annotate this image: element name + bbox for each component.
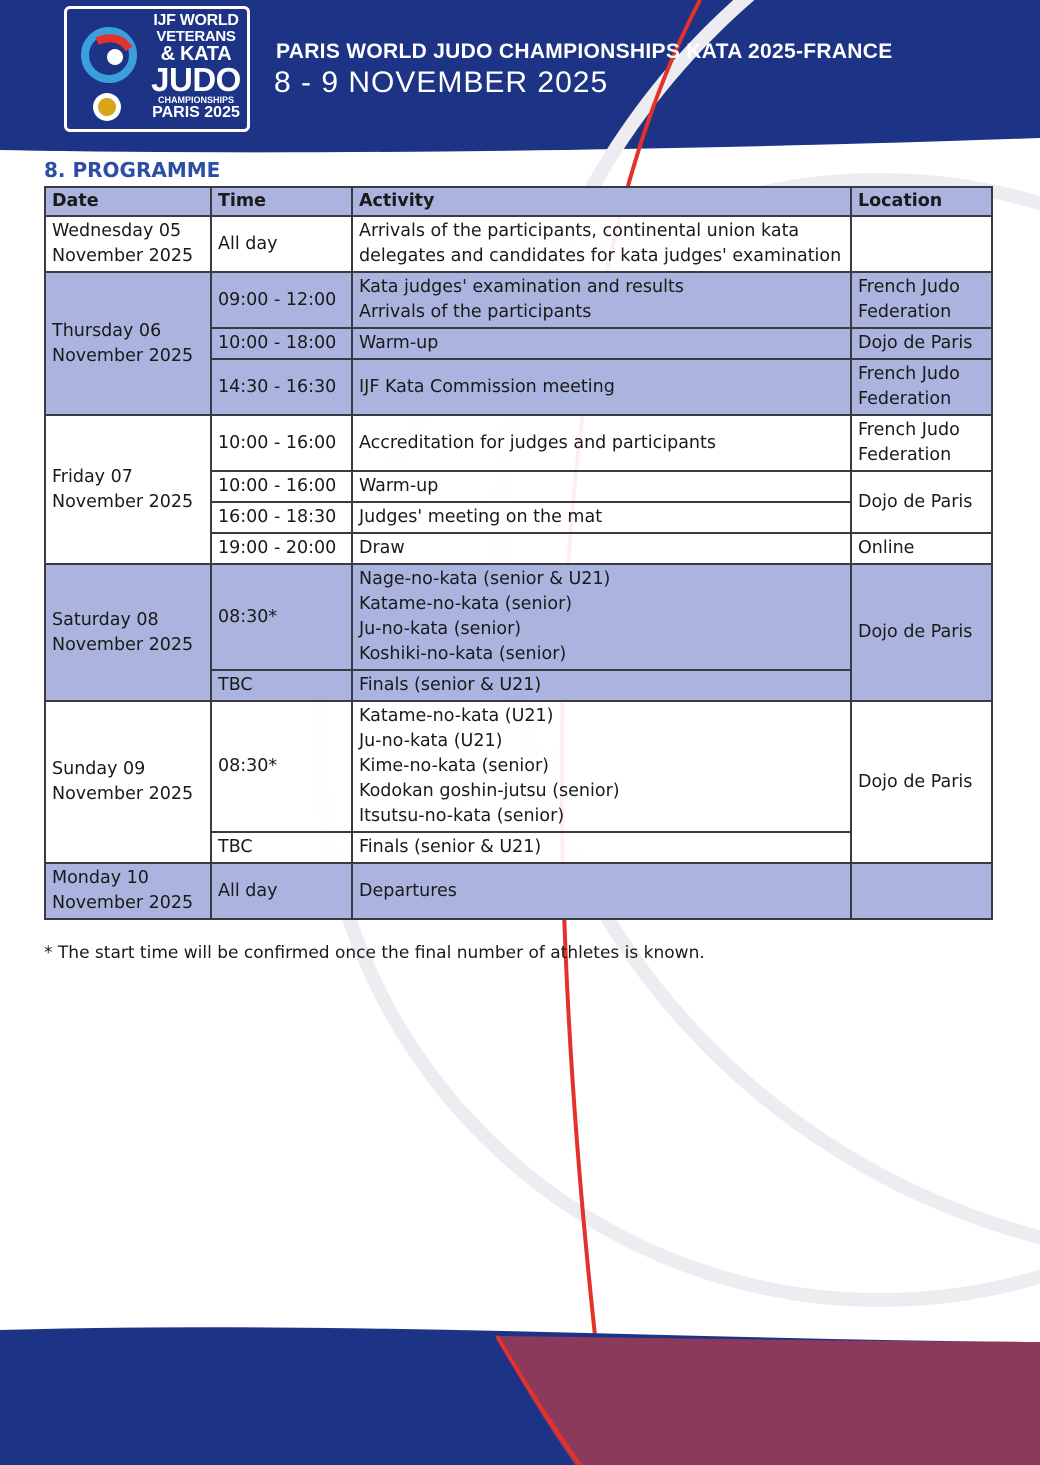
time-cell: 08:30* <box>211 701 352 832</box>
date-cell: Thursday 06 November 2025 <box>45 272 211 415</box>
time-cell: TBC <box>211 832 352 863</box>
time-cell: 10:00 - 16:00 <box>211 415 352 471</box>
table-row <box>45 216 992 272</box>
logo-line-3: & KATA <box>160 43 232 65</box>
date-cell: Wednesday 05 November 2025 <box>45 216 211 272</box>
table-header-row <box>45 187 992 216</box>
header-activity: Activity <box>352 187 851 216</box>
activity-cell: Nage-no-kata (senior & U21) Katame-no-kata (senior) Ju-no-kata (senior) Koshiki-no-kata (senior) <box>352 564 851 670</box>
activity-cell: Katame-no-kata (U21) Ju-no-kata (U21) Kime-no-kata (senior) Kodokan goshin-jutsu (senior) Itsutsu-no-kata (senior) <box>352 701 851 832</box>
time-cell: All day <box>211 216 352 272</box>
logo-line-5: CHAMPIONSHIPS <box>157 95 234 106</box>
table-row <box>45 701 992 832</box>
logo-line-6: PARIS 2025 <box>152 104 240 122</box>
championship-logo <box>64 6 250 132</box>
location-cell: Dojo de Paris <box>851 701 992 863</box>
logo-line-2: VETERANS <box>156 28 236 45</box>
time-cell: 16:00 - 18:30 <box>211 502 352 533</box>
table-row <box>45 272 992 328</box>
date-cell: Sunday 09 November 2025 <box>45 701 211 863</box>
activity-cell: Arrivals of the participants, continental union kata delegates and candidates for kata judges' examination <box>352 216 851 272</box>
time-cell: All day <box>211 863 352 919</box>
activity-cell: Draw <box>352 533 851 564</box>
programme-table <box>44 186 993 920</box>
activity-cell: Warm-up <box>352 328 851 359</box>
date-cell: Saturday 08 November 2025 <box>45 564 211 701</box>
activity-cell: Judges' meeting on the mat <box>352 502 851 533</box>
table-row <box>45 415 992 471</box>
section-heading: 8. PROGRAMME <box>44 158 221 182</box>
header-date: Date <box>45 187 211 216</box>
activity-cell: Finals (senior & U21) <box>352 670 851 701</box>
date-cell: Monday 10 November 2025 <box>45 863 211 919</box>
time-cell: 09:00 - 12:00 <box>211 272 352 328</box>
location-cell: Dojo de Paris <box>851 471 992 533</box>
location-cell: Dojo de Paris <box>851 328 992 359</box>
location-cell: Online <box>851 533 992 564</box>
date-cell: Friday 07 November 2025 <box>45 415 211 564</box>
logo-line-1: IJF WORLD <box>153 12 239 29</box>
event-dates: 8 - 9 NOVEMBER 2025 <box>274 66 609 99</box>
footnote: * The start time will be confirmed once the final number of athletes is known. <box>44 943 705 963</box>
time-cell: 10:00 - 18:00 <box>211 328 352 359</box>
activity-cell: Kata judges' examination and results Arrivals of the participants <box>352 272 851 328</box>
location-cell <box>851 216 992 272</box>
location-cell: French Judo Federation <box>851 272 992 328</box>
table-row <box>45 564 992 670</box>
activity-cell: IJF Kata Commission meeting <box>352 359 851 415</box>
event-title: PARIS WORLD JUDO CHAMPIONSHIPS KATA 2025-FRANCE <box>276 40 893 63</box>
activity-cell: Warm-up <box>352 471 851 502</box>
time-cell: 19:00 - 20:00 <box>211 533 352 564</box>
location-cell <box>851 863 992 919</box>
activity-cell: Accreditation for judges and participants <box>352 415 851 471</box>
header-time: Time <box>211 187 352 216</box>
logo-line-4: JUDO <box>151 61 241 98</box>
time-cell: 10:00 - 16:00 <box>211 471 352 502</box>
location-cell: French Judo Federation <box>851 359 992 415</box>
time-cell: TBC <box>211 670 352 701</box>
location-cell: French Judo Federation <box>851 415 992 471</box>
location-cell: Dojo de Paris <box>851 564 992 701</box>
table-row <box>45 863 992 919</box>
header-location: Location <box>851 187 992 216</box>
activity-cell: Finals (senior & U21) <box>352 832 851 863</box>
activity-cell: Departures <box>352 863 851 919</box>
time-cell: 08:30* <box>211 564 352 670</box>
time-cell: 14:30 - 16:30 <box>211 359 352 415</box>
